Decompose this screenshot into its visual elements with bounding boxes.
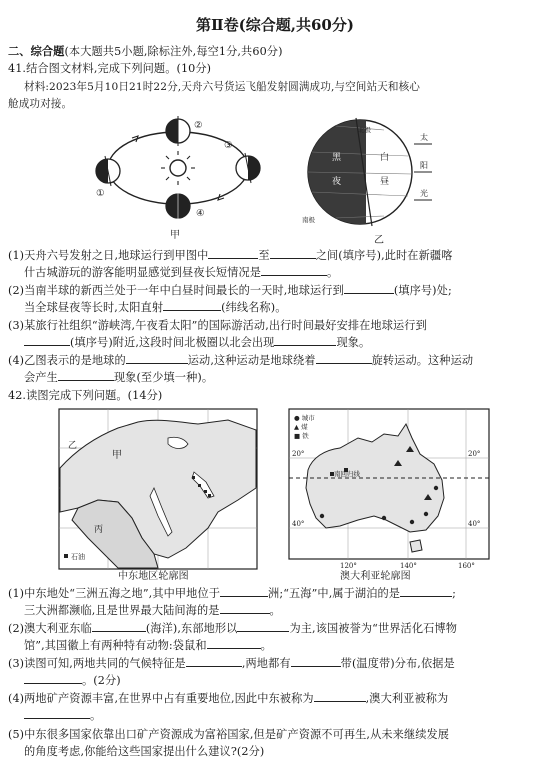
q41-sub4-line2 [24, 371, 213, 385]
text: 。 [260, 639, 272, 652]
text: 旋转运动。这种运动 [371, 354, 474, 367]
text: (1)中东地处“三洲五海之地”,其中甲地位于 [8, 587, 221, 600]
q41-material-line1: 材料:2023年5月10日21时22分,天舟六号货运飞船发射圆满成功,与空间站天和核心 [24, 81, 420, 93]
q41-sub1-line2 [24, 266, 338, 280]
text: 现象(至少填一种)。 [113, 371, 214, 384]
q41-sub3-line1: (3)某旅行社组织“游峡湾,午夜看太阳”的国际游活动,出行时间最好安排在地球运行到 [8, 319, 427, 332]
text: (4)乙图表示的是地球的 [8, 354, 126, 367]
text: 之间(填序号),此时在新疆喀 [315, 249, 453, 262]
text: (填序号)附近,这段时间北极圈以北会出现 [70, 336, 275, 349]
label-bing: 丙 [94, 525, 104, 535]
text: 三大洲都濒临,且是世界最大陆间海的是 [24, 604, 220, 617]
page-title: 第Ⅱ卷(综合题,共60分) [196, 16, 354, 34]
text: 运动,这种运动是地球绕着 [187, 354, 316, 367]
label-lon-140: 140° [400, 562, 417, 570]
text: (纬线名称)。 [221, 301, 287, 314]
text: 什古城游玩的游客能明显感觉到昼夜长短情况是 [24, 266, 262, 279]
label-hei: 黑 [332, 153, 342, 163]
section-note: (本大题共5小题,除标注外,每空1分,共60分) [64, 45, 283, 58]
answer-blank[interactable] [314, 692, 366, 702]
figure-jia-orbit [92, 116, 268, 228]
answer-blank[interactable] [274, 336, 336, 346]
q41-sub2-line1 [8, 284, 452, 298]
label-yang: 阳 [420, 161, 428, 170]
text: (海洋),东部地形以 [145, 622, 238, 635]
q42-stem: 42.读图完成下列问题。(14分) [8, 389, 163, 402]
label-tai: 太 [420, 133, 428, 142]
earth-left [96, 156, 120, 186]
q42-sub1-line1 [8, 587, 456, 601]
q41-stem: 41.结合图文材料,完成下列问题。(10分) [8, 62, 212, 75]
answer-blank[interactable] [24, 336, 70, 346]
q41-sub3-line2 [24, 336, 370, 350]
text: (2)澳大利亚东临 [8, 622, 92, 635]
answer-blank[interactable] [186, 657, 242, 667]
label-guang: 光 [420, 189, 428, 198]
label-jia: 甲 [112, 450, 122, 461]
label-pos-2: ① [96, 188, 105, 199]
text: 至 [258, 249, 270, 262]
q42-sub5-line1: (5)中东很多国家依靠出口矿产资源成为富裕国家,但是矿产资源不可再生,从未来继续发展 [8, 728, 450, 741]
answer-blank[interactable] [344, 284, 394, 294]
legend-city: ● 城市 [294, 414, 315, 422]
legend-oil-marker [64, 554, 68, 558]
q42-sub5-line2: 的角度考虑,你能给这些国家提出什么建议?(2分) [24, 745, 265, 758]
text: 现象。 [336, 336, 371, 349]
q41-sub1-line1 [8, 249, 452, 263]
figure-yi-daynight [296, 114, 436, 238]
label-pos-3: ③ [224, 140, 233, 151]
legend-oil: 石油 [71, 553, 85, 561]
answer-blank[interactable] [400, 587, 452, 597]
section-heading-line [8, 44, 283, 59]
text: 。 [90, 709, 102, 722]
q41-sub2-line2 [24, 301, 286, 315]
answer-blank[interactable] [316, 354, 372, 364]
label-lon-160: 160° [458, 562, 475, 570]
answer-blank[interactable] [207, 639, 261, 649]
label-lat-20-right: 20° [468, 450, 481, 458]
text: 馆”,其国徽上有两种特有动物:袋鼠和 [24, 639, 207, 652]
answer-blank[interactable] [291, 657, 341, 667]
q42-sub4-line1 [8, 692, 448, 706]
text: ,两地都有 [241, 657, 291, 670]
label-lat-40-left: 40° [292, 520, 305, 528]
q42-sub3-line1 [8, 657, 455, 671]
text: ; [452, 587, 456, 600]
figure-jia-caption: 甲 [170, 230, 181, 241]
earth-bottom [166, 191, 190, 221]
text: (3)读图可知,两地共同的气候特征是 [8, 657, 186, 670]
q42-sub1-line2 [24, 604, 281, 618]
q42-sub2-line1 [8, 622, 457, 636]
label-lat-20-left: 20° [292, 450, 305, 458]
map-australia [288, 408, 490, 570]
map-australia-caption: 澳大利亚轮廓图 [340, 571, 411, 582]
text: 。 [269, 604, 281, 617]
text: 带(温度带)分布,依据是 [340, 657, 455, 670]
answer-blank[interactable] [24, 674, 82, 684]
text: 洲;“五海”中,属于湖泊的是 [268, 587, 401, 600]
label-pos-1: ② [194, 120, 203, 131]
q42-sub2-line2 [24, 639, 272, 653]
answer-blank[interactable] [208, 249, 258, 259]
text: 会产生 [24, 371, 58, 384]
text: (1)天舟六号发射之日,地球运行到甲图中 [8, 249, 209, 262]
earth-right [236, 153, 260, 183]
answer-blank[interactable] [220, 587, 268, 597]
sun [161, 151, 195, 185]
text: 为主,该国被誉为“世界活化石博物 [289, 622, 457, 635]
answer-blank[interactable] [237, 622, 289, 632]
answer-blank[interactable] [58, 371, 114, 381]
map-middle-east-caption: 中东地区轮廓图 [118, 571, 189, 582]
q41-sub4-line1 [8, 354, 473, 368]
text: (填序号)处; [393, 284, 452, 297]
answer-blank[interactable] [126, 354, 188, 364]
text: 。(2分) [82, 674, 121, 687]
text: 。 [327, 266, 339, 279]
q42-sub3-line2 [24, 674, 121, 688]
label-ye: 夜 [332, 177, 342, 187]
label-zhou: 昼 [380, 177, 390, 187]
figure-yi-caption: 乙 [374, 235, 385, 246]
text: ,澳大利亚被称为 [365, 692, 449, 705]
label-yi: 乙 [68, 441, 78, 451]
text: 当全球昼夜等长时,太阳直射 [24, 301, 164, 314]
text: (4)两地矿产资源丰富,在世界中占有重要地位,因此中东被称为 [8, 692, 314, 705]
label-bai: 白 [380, 153, 390, 163]
legend-coal: ▲ 煤 [294, 423, 308, 431]
label-lat-40-right: 40° [468, 520, 481, 528]
label-south-pole: 南极 [302, 216, 315, 224]
label-north-pole: 北极 [358, 126, 371, 134]
answer-blank[interactable] [163, 301, 221, 311]
label-tropic: 南回归线 [334, 470, 360, 478]
answer-blank[interactable] [261, 266, 327, 276]
q41-material-line2: 舱成功对接。 [8, 98, 73, 110]
map-middle-east [58, 408, 258, 570]
answer-blank[interactable] [92, 622, 146, 632]
answer-blank[interactable] [270, 249, 316, 259]
q42-sub4-line2 [24, 709, 101, 723]
text: (2)当南半球的新西兰处于一年中白昼时间最长的一天时,地球运行到 [8, 284, 344, 297]
answer-blank[interactable] [24, 709, 90, 719]
label-lon-120: 120° [340, 562, 357, 570]
legend-iron: ■ 铁 [294, 432, 309, 440]
section-heading: 二、综合题 [8, 44, 65, 58]
label-pos-4: ④ [196, 208, 205, 219]
answer-blank[interactable] [220, 604, 270, 614]
earth-top [166, 116, 190, 146]
